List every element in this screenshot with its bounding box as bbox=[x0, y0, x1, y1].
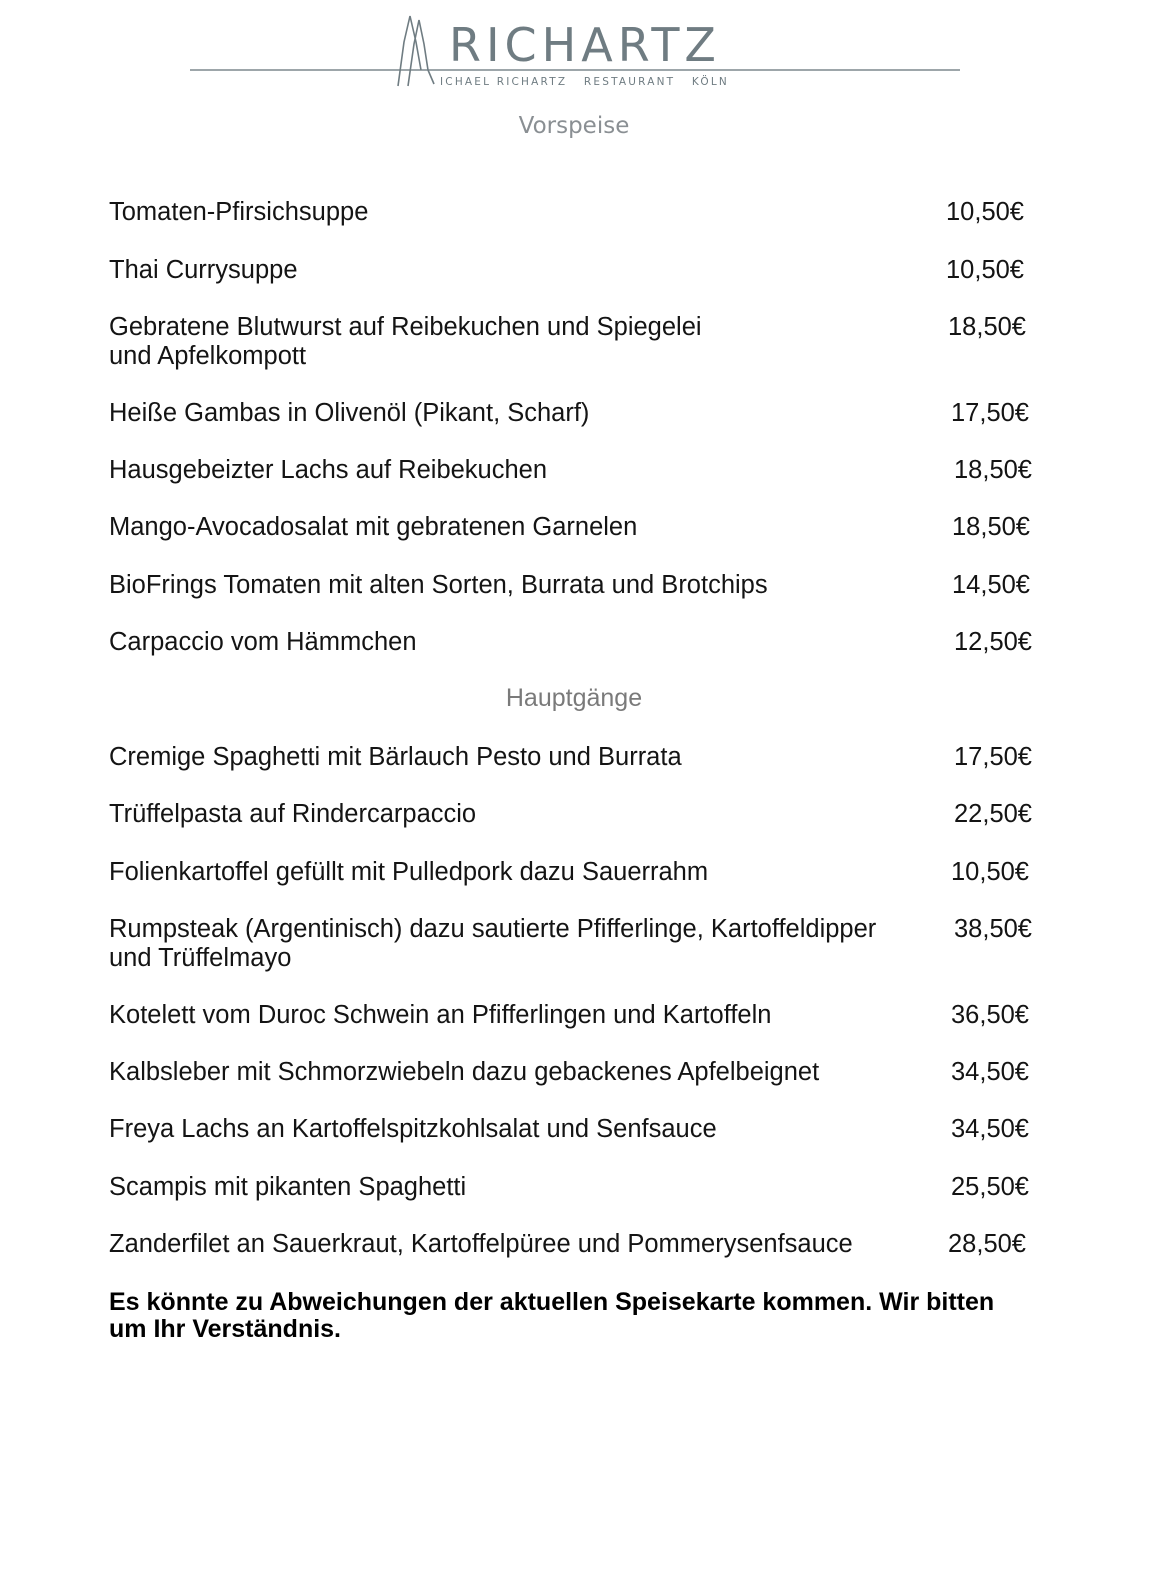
section-title-mains: Hauptgänge bbox=[505, 684, 643, 712]
menu-item-price: 10,50€ bbox=[946, 198, 1024, 226]
menu-item-price: 10,50€ bbox=[946, 256, 1024, 284]
menu-item-price: 18,50€ bbox=[948, 313, 1026, 341]
menu-item-name: Zanderfilet an Sauerkraut, Kartoffelpüree und Pommerysenfsauce bbox=[109, 1230, 853, 1258]
menu-item-name: Trüffelpasta auf Rindercarpaccio bbox=[109, 800, 477, 828]
menu-item-name-continued: und Trüffelmayo bbox=[109, 944, 292, 972]
menu-item-name: Mango-Avocadosalat mit gebratenen Garnelen bbox=[109, 513, 638, 541]
menu-item-price: 25,50€ bbox=[951, 1173, 1029, 1201]
menu-item-name: Heiße Gambas in Olivenöl (Pikant, Scharf) bbox=[109, 399, 590, 427]
menu-item-price: 14,50€ bbox=[952, 571, 1030, 599]
menu-item-price: 18,50€ bbox=[952, 513, 1030, 541]
menu-item-price: 36,50€ bbox=[951, 1001, 1029, 1029]
menu-disclaimer: Es könnte zu Abweichungen der aktuellen Speisekarte kommen. Wir bitten um Ihr Verständnis. bbox=[109, 1288, 995, 1343]
menu-item-name: Gebratene Blutwurst auf Reibekuchen und Spiegelei bbox=[109, 313, 702, 341]
menu-item-name: Kotelett vom Duroc Schwein an Pfifferlingen und Kartoffeln bbox=[109, 1001, 772, 1029]
menu-item-price: 10,50€ bbox=[951, 858, 1029, 886]
menu-item-price: 34,50€ bbox=[951, 1058, 1029, 1086]
menu-item-name: Kalbsleber mit Schmorzwiebeln dazu gebackenes Apfelbeignet bbox=[109, 1058, 820, 1086]
menu-item-price: 18,50€ bbox=[954, 456, 1032, 484]
menu-item-price: 22,50€ bbox=[954, 800, 1032, 828]
menu-item-name: Hausgebeizter Lachs auf Reibekuchen bbox=[109, 456, 548, 484]
menu-item-price: 28,50€ bbox=[948, 1230, 1026, 1258]
menu-item-name: Carpaccio vom Hämmchen bbox=[109, 628, 417, 656]
menu-item-name: Thai Currysuppe bbox=[109, 256, 298, 284]
menu-item-name: Rumpsteak (Argentinisch) dazu sautierte Pfifferlinge, Kartoffeldipper bbox=[109, 915, 877, 943]
logo-tagline: ICHAEL RICHARTZ RESTAURANT KÖLN bbox=[440, 76, 729, 88]
menu-item-price: 12,50€ bbox=[954, 628, 1032, 656]
menu-item-name: Folienkartoffel gefüllt mit Pulledpork dazu Sauerrahm bbox=[109, 858, 709, 886]
menu-item-price: 34,50€ bbox=[951, 1115, 1029, 1143]
menu-item-name: Scampis mit pikanten Spaghetti bbox=[109, 1173, 467, 1201]
menu-item-price: 17,50€ bbox=[951, 399, 1029, 427]
menu-item-name: Tomaten-Pfirsichsuppe bbox=[109, 198, 369, 226]
menu-item-name: Cremige Spaghetti mit Bärlauch Pesto und Burrata bbox=[109, 743, 682, 771]
restaurant-logo bbox=[190, 10, 960, 92]
menu-item-price: 38,50€ bbox=[954, 915, 1032, 943]
logo-wordmark: RICHARTZ bbox=[449, 18, 721, 72]
menu-item-name: BioFrings Tomaten mit alten Sorten, Burrata und Brotchips bbox=[109, 571, 768, 599]
menu-item-price: 17,50€ bbox=[954, 743, 1032, 771]
section-title-starters: Vorspeise bbox=[518, 113, 630, 139]
menu-item-name-continued: und Apfelkompott bbox=[109, 342, 307, 370]
menu-item-name: Freya Lachs an Kartoffelspitzkohlsalat und Senfsauce bbox=[109, 1115, 717, 1143]
